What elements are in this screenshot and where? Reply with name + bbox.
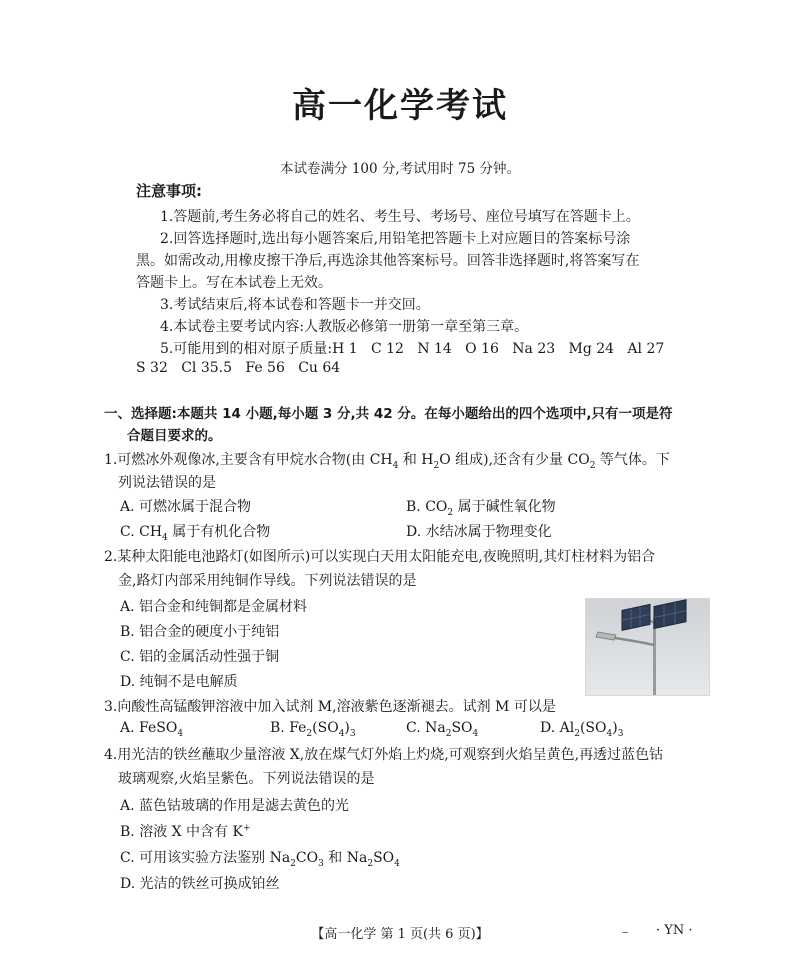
q1-option-c: C. $CH_4$ 属于有机化合物	[120, 524, 271, 543]
q4-stem-line-1: 4.用光洁的铁丝蘸取少量溶液 X,放在煤气灯外焰上灼烧,可观察到火焰呈黄色,再透过蓝色钴	[104, 747, 664, 763]
q2-option-d: D. 纯铜不是电解质	[120, 674, 238, 690]
notice-item-4: 4.本试卷主要考试内容:人教版必修第一册第一章至第三章。	[160, 319, 529, 335]
q2-option-b: B. 铝合金的硬度小于纯铝	[120, 624, 280, 640]
notice-heading: 注意事项:	[136, 182, 202, 200]
q1-option-d: D. 水结冰属于物理变化	[406, 524, 552, 540]
q3-option-d: D. $Al_2(SO_4)_3$	[540, 720, 624, 739]
footer-mark: ‒	[622, 927, 629, 938]
q3-stem: 3.向酸性高锰酸钾溶液中加入试剂 M,溶液紫色逐渐褪去。试剂 M 可以是	[104, 699, 556, 715]
q4-option-c: C. 可用该实验方法鉴别 $Na_2CO_3$ 和 $Na_2SO_4$	[120, 850, 400, 869]
q3-option-c: C. $Na_2SO_4$	[406, 720, 479, 739]
q4-stem-line-2: 玻璃观察,火焰呈紫色。下列说法错误的是	[118, 771, 375, 787]
notice-item-2-line-2: 黑。如需改动,用橡皮擦干净后,再选涂其他答案标号。回答非选择题时,将答案写在	[136, 253, 640, 269]
notice-item-5-line-2: S 32 Cl 35.5 Fe 56 Cu 64	[136, 360, 341, 376]
section-1-heading-line-2: 合题目要求的。	[127, 428, 222, 444]
solar-street-lamp-photo	[585, 598, 710, 696]
section-1-heading-line-1: 一、选择题:本题共 14 小题,每小题 3 分,共 42 分。在每小题给出的四个选项中,只有一项是符	[104, 406, 673, 422]
q3-option-b: B. $Fe_2(SO_4)_3$	[270, 720, 356, 739]
q3-option-a: A. FeSO$_4$	[120, 720, 184, 739]
footer-code: · YN ·	[656, 923, 693, 938]
notice-item-2-line-3: 答题卡上。写在本试卷上无效。	[136, 275, 332, 291]
q1-stem-line-2: 列说法错误的是	[118, 475, 216, 491]
notice-item-5-line-1: 5.可能用到的相对原子质量:H 1 C 12 N 14 O 16 Na 23 Mg 24 Al 27	[160, 341, 665, 357]
notice-item-2-line-1: 2.回答选择题时,选出每小题答案后,用铅笔把答题卡上对应题目的答案标号涂	[160, 231, 631, 247]
exam-title: 高一化学考试	[292, 86, 508, 126]
notice-item-3: 3.考试结束后,将本试卷和答题卡一并交回。	[160, 297, 430, 313]
q4-option-d: D. 光洁的铁丝可换成铂丝	[120, 876, 280, 892]
q1-stem-line-1: 1.可燃冰外观像冰,主要含有甲烷水合物(由 $CH_4$ 和 $H_2O$ 组成),还含有少量 $CO_2$ 等气体。下	[104, 452, 670, 471]
q2-option-a: A. 铝合金和纯铜都是金属材料	[120, 599, 308, 615]
q2-stem-line-2: 金,路灯内部采用纯铜作导线。下列说法错误的是	[118, 573, 417, 589]
page-footer: 【高一化学 第 1 页(共 6 页)】	[311, 927, 489, 942]
exam-subtitle: 本试卷满分 100 分,考试用时 75 分钟。	[280, 161, 520, 177]
notice-item-1: 1.答题前,考生务必将自己的姓名、考生号、考场号、座位号填写在答题卡上。	[160, 209, 640, 225]
q1-option-a: A. 可燃冰属于混合物	[120, 499, 252, 515]
q4-option-a: A. 蓝色钴玻璃的作用是滤去黄色的光	[120, 798, 350, 814]
q4-option-b: B. 溶液 X 中含有 K+	[120, 823, 251, 840]
q2-option-c: C. 铝的金属活动性强于铜	[120, 649, 280, 665]
q1-option-b: B. $CO_2$ 属于碱性氧化物	[406, 499, 556, 518]
q2-stem-line-1: 2.某种太阳能电池路灯(如图所示)可以实现白天用太阳能充电,夜晚照明,其灯柱材料为铝合	[104, 549, 656, 565]
